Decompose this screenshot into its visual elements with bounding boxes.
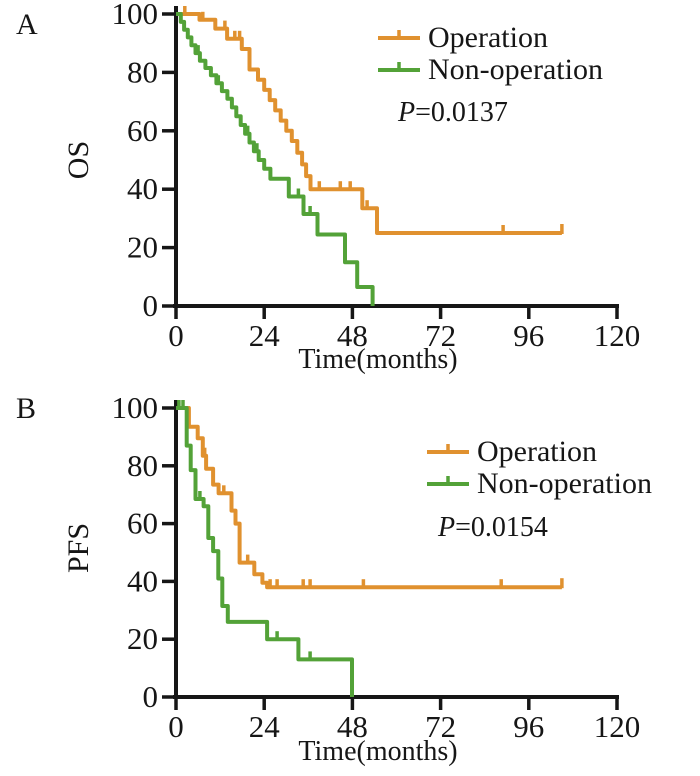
- y-axis-title-os: OS: [62, 140, 95, 180]
- y-tick-label: 0: [142, 288, 158, 323]
- curve-non-operation: [176, 14, 373, 306]
- x-tick-label: 72: [425, 318, 457, 353]
- x-tick-label: 24: [248, 318, 280, 353]
- legend-label-non-operation: Non-operation: [428, 53, 603, 86]
- y-tick-label: 60: [127, 505, 158, 541]
- y-tick-label: 40: [127, 563, 158, 599]
- x-tick-label: 96: [513, 709, 545, 744]
- legend-label-non-operation: Non-operation: [477, 467, 652, 500]
- x-tick-label: 72: [425, 709, 457, 744]
- legend-label-operation: Operation: [477, 435, 597, 468]
- y-tick-label: 0: [142, 679, 158, 714]
- x-tick-label: 120: [593, 318, 641, 353]
- x-tick-label: 48: [336, 318, 368, 353]
- y-tick-label: 20: [127, 621, 158, 657]
- x-axis-title-panel-a: Time(months): [298, 344, 458, 375]
- x-tick-label: 48: [336, 709, 368, 744]
- x-tick-label: 24: [248, 709, 280, 744]
- p-symbol: P: [438, 512, 456, 543]
- y-tick-label: 20: [127, 229, 158, 265]
- x-axis-title-panel-b: Time(months): [298, 736, 458, 767]
- p-value-os: [397, 97, 508, 128]
- legend-label-operation: Operation: [428, 21, 548, 54]
- pfs-km-chart: [0, 388, 700, 776]
- legend-swatches-panel-b: [427, 444, 469, 485]
- p-value-pfs: [437, 512, 548, 543]
- y-tick-label: 80: [127, 54, 158, 90]
- legend-swatches-panel-a: [378, 30, 420, 71]
- p-number: =0.0137: [415, 97, 508, 128]
- x-tick-label: 120: [593, 709, 641, 744]
- y-tick-label: 40: [127, 171, 158, 207]
- p-number: =0.0154: [455, 512, 548, 543]
- y-tick-label: 100: [111, 0, 158, 31]
- y-tick-label: 80: [127, 447, 158, 483]
- x-tick-label: 0: [168, 709, 184, 744]
- y-tick-label: 100: [111, 390, 158, 425]
- panel-a-label: A: [16, 8, 38, 41]
- p-symbol: P: [398, 97, 416, 128]
- panel-b-label: B: [16, 392, 37, 425]
- x-tick-label: 96: [513, 318, 545, 353]
- y-axis-title-pfs: PFS: [62, 522, 95, 574]
- x-tick-label: 0: [168, 318, 184, 353]
- y-tick-label: 60: [127, 112, 158, 148]
